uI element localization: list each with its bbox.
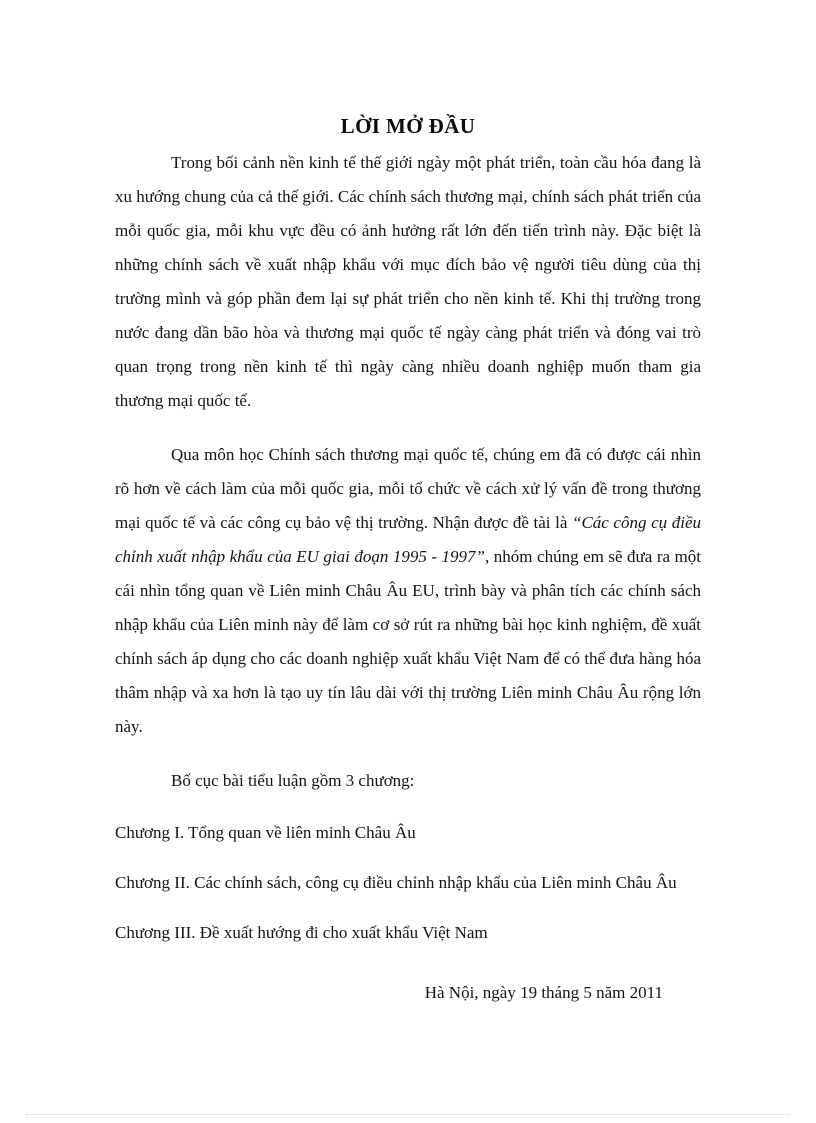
signature-place-date: Hà Nội, ngày 19 tháng 5 năm 2011 — [424, 983, 663, 1002]
paragraph-lead-text: Qua môn học Chính sách thương mại quốc tế, chúng em đã có được cái nhìn rõ hơn về cách làm của mỗi quốc gia, mỗi tổ chức về cách xử lý vấn đề trong thương mại quốc tế và các công cụ bảo vệ thị trường. Nhận được đề tài là — [115, 445, 701, 532]
page-title: LỜI MỞ ĐẦU — [340, 114, 476, 139]
chapter-entry-3: Chương III. Đề xuất hướng đi cho xuất khẩu Việt Nam — [115, 923, 488, 942]
page-bottom-rule — [26, 1114, 790, 1116]
essay-topic-title: “Các công cụ điều chỉnh xuất nhập khẩu của EU giai đoạn 1995 - 1997” — [115, 513, 701, 566]
chapter-entry-1: Chương I. Tổng quan về liên minh Châu Âu — [115, 823, 416, 842]
paragraph-topic-statement — [115, 438, 701, 744]
paragraph-tail-text: , nhóm chúng em sẽ đưa ra một cái nhìn tổng quan về Liên minh Châu Âu EU, trình bày và phân tích các chính sách nhập khẩu của Liên minh này để làm cơ sở rút ra những bài học kinh nghiệm, đề xuất chính sách áp dụng cho các doanh nghiệp xuất khẩu Việt Nam để có thể đưa hàng hóa thâm nhập và xa hơn là tạo uy tín lâu dài với thị trường Liên minh Châu Âu rộng lớn này. — [115, 547, 701, 736]
document-body — [115, 146, 701, 1010]
paragraph-structure-intro: Bố cục bài tiểu luận gồm 3 chương: — [171, 771, 415, 790]
chapter-entry-2: Chương II. Các chính sách, công cụ điều chỉnh nhập khẩu của Liên minh Châu Âu — [115, 873, 677, 892]
chapter-list — [115, 816, 701, 950]
paragraph-intro-context: Trong bối cảnh nền kinh tế thế giới ngày một phát triển, toàn cầu hóa đang là xu hướng chung của cả thế giới. Các chính sách thương mại, chính sách phát triển của mỗi quốc gia, mỗi khu vực đều có ảnh hưởng rất lớn đến tiến trình này. Đặc biệt là những chính sách về xuất nhập khẩu với mục đích bảo vệ người tiêu dùng của thị trường mình và góp phần đem lại sự phát triển cho nền kinh tế. Khi thị trường trong nước đang dần bão hòa và thương mại quốc tế ngày càng phát triển và đóng vai trò quan trọng trong nền kinh tế thì ngày càng nhiều doanh nghiệp muốn tham gia thương mại quốc tế. — [115, 153, 701, 410]
